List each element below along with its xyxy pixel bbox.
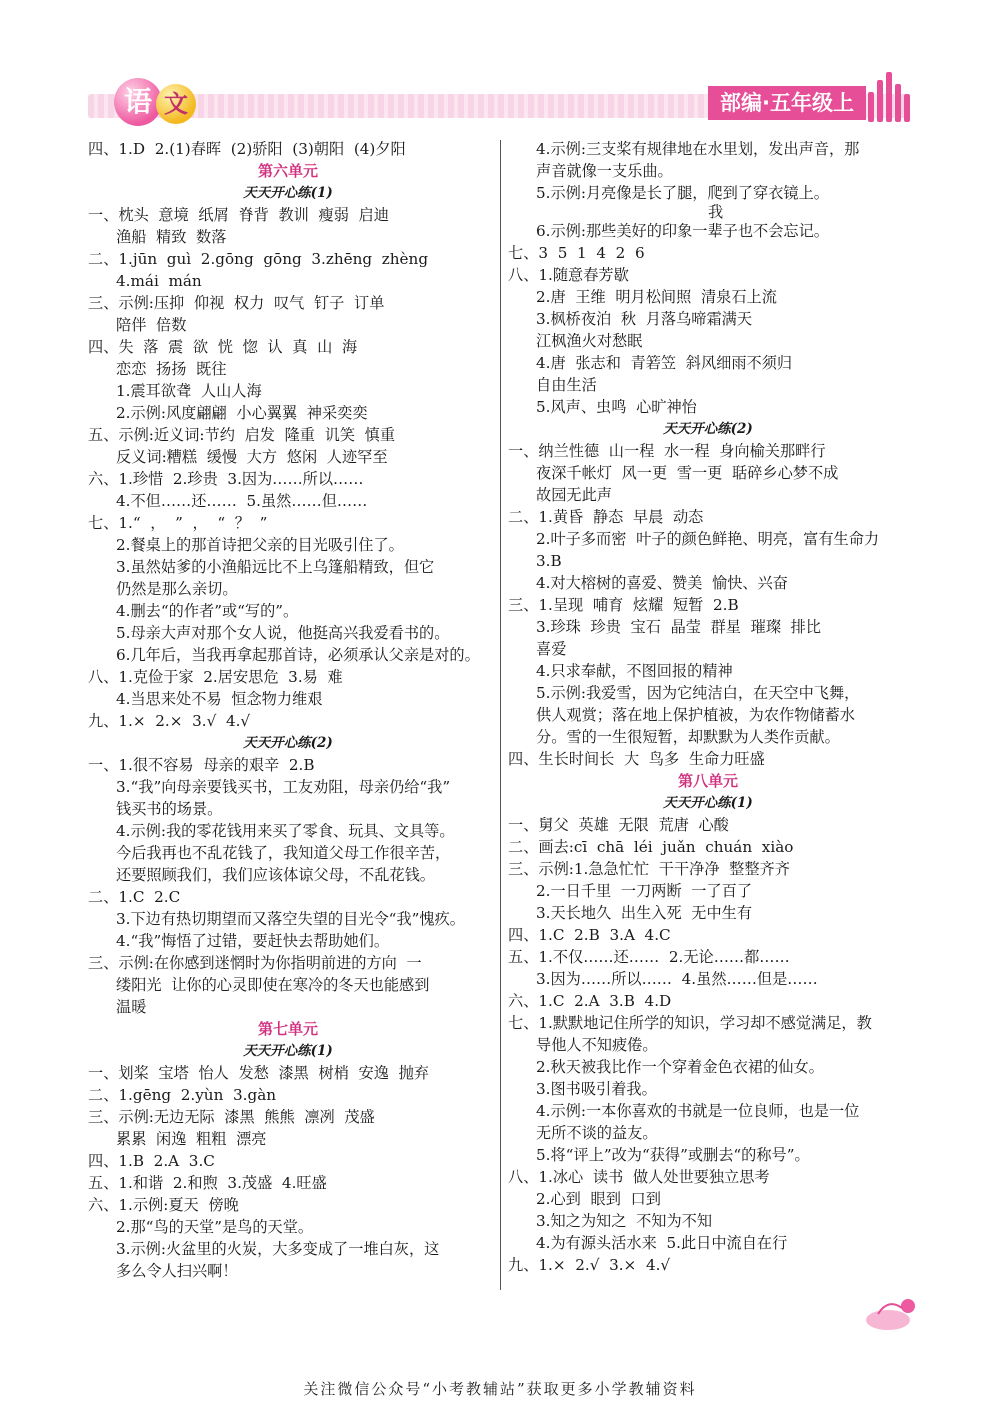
answer-line: 声音就像一支乐曲。	[536, 162, 673, 180]
answer-line: 一、划桨 宝塔 怡人 发愁 漆黑 树梢 安逸 抛弃	[88, 1064, 429, 1082]
answer-line: 4.唐 张志和 青箬笠 斜风细雨不须归	[536, 354, 793, 372]
answer-line: 3.下边有热切期望而又落空失望的目光令“我”愧疚。	[116, 910, 465, 928]
answer-line: 四、1.D 2.(1)春晖 (2)骄阳 (3)朝阳 (4)夕阳	[88, 140, 406, 158]
answer-line: 4.示例:三支桨有规律地在水里划，发出声音，那	[536, 140, 860, 158]
answer-line: 二、1.C 2.C	[88, 888, 181, 906]
answer-line: 一、1.很不容易 母亲的艰辛 2.B	[88, 756, 315, 774]
answer-line: 3.B	[536, 552, 562, 570]
answer-line: 仍然是那么亲切。	[116, 580, 238, 598]
flower-decoration	[858, 1292, 928, 1336]
answer-line: 三、示例:无边无际 漆黑 熊熊 凛冽 茂盛	[88, 1108, 375, 1126]
answer-line: 八、1.冰心 读书 做人处世要独立思考	[508, 1168, 770, 1186]
answer-line: 反义词:糟糕 缓慢 大方 悠闲 人迹罕至	[116, 448, 388, 466]
logo-char-2: 文	[156, 84, 196, 124]
answer-line: 2.示例:风度翩翩 小心翼翼 神采奕奕	[116, 404, 368, 422]
section-subheading: 天天开心练(2)	[663, 421, 753, 437]
answer-line: 还要照顾我们，我们应该体谅父母，不乱花钱。	[116, 866, 435, 884]
answer-line: 6.几年后，当我再拿起那首诗，必须承认父亲是对的。	[116, 646, 480, 664]
answer-line: 八、1.克俭于家 2.居安思危 3.易 难	[88, 668, 343, 686]
answer-line: 5.母亲大声对那个女人说，他挺高兴我爱看书的。	[116, 624, 450, 642]
answer-line: 四、失 落 震 欲 恍 惚 认 真 山 海	[88, 338, 358, 356]
answer-line: 2.秋天被我比作一个穿着金色衣裙的仙女。	[536, 1058, 824, 1076]
answer-line: 三、示例:压抑 仰视 权力 叹气 钉子 订单	[88, 294, 385, 312]
section-subheading: 天天开心练(1)	[663, 795, 753, 811]
answer-line: 累累 闲逸 粗粗 漂亮	[116, 1130, 267, 1148]
unit-heading: 第六单元	[257, 162, 318, 180]
books-decoration	[866, 72, 910, 132]
answer-line: 4.只求奉献，不图回报的精神	[536, 662, 733, 680]
answer-line: 3.示例:火盆里的火炭，大多变成了一堆白灰，这	[116, 1240, 440, 1258]
insertion-mark: 我	[708, 203, 724, 221]
answer-line: 九、1.× 2.× 3.√ 4.√	[88, 712, 251, 730]
answer-line: 分。雪的一生很短暂，却默默为人类作贡献。	[536, 728, 840, 746]
answer-line: 4.删去“的作者”或“写的”。	[116, 602, 299, 620]
answer-column-right	[508, 138, 908, 1276]
answer-line: 喜爱	[536, 640, 567, 658]
answer-line: 温暖	[116, 998, 147, 1016]
answer-line: 六、1.珍惜 2.珍贵 3.因为……所以……	[88, 470, 364, 488]
answer-line: 3.因为……所以…… 4.虽然……但是……	[536, 970, 818, 988]
answer-line: 三、示例:在你感到迷惘时为你指明前进的方向 一	[88, 954, 422, 972]
answer-line: 5.示例:月亮像是长了腿，爬到了穿衣镜上。	[536, 184, 829, 202]
column-divider	[500, 140, 501, 1290]
answer-line: 6.示例:那些美好的印象一辈子也不会忘记。	[536, 222, 829, 240]
answer-line: 3.天长地久 出生入死 无中生有	[536, 904, 753, 922]
unit-heading: 第七单元	[257, 1020, 318, 1038]
answer-line: 4.不但……还…… 5.虽然……但……	[116, 492, 368, 510]
answer-line: 3.知之为知之 不知为不知	[536, 1212, 713, 1230]
answer-line: 2.心到 眼到 口到	[536, 1190, 661, 1208]
answer-line: 六、1.C 2.A 3.B 4.D	[508, 992, 672, 1010]
answer-line: 4.“我”悔悟了过错，要赶快去帮助她们。	[116, 932, 390, 950]
answer-line: 一、枕头 意境 纸屑 脊背 教训 瘦弱 启迪	[88, 206, 389, 224]
answer-line: 3.珍珠 珍贵 宝石 晶莹 群星 璀璨 排比	[536, 618, 822, 636]
answer-line: 3.“我”向母亲要钱买书，工友劝阻，母亲仍给“我”	[116, 778, 451, 796]
answer-line: 八、1.随意春芳歇	[508, 266, 629, 284]
answer-column-left	[88, 138, 488, 1282]
answer-line: 缕阳光 让你的心灵即使在寒冷的冬天也能感到	[116, 976, 430, 994]
answer-line: 渔船 精致 数落	[116, 228, 227, 246]
logo-char-1: 语	[114, 78, 162, 126]
answer-line: 导他人不知疲倦。	[536, 1036, 658, 1054]
footer-note: 关注微信公众号“小考教辅站”获取更多小学教辅资料	[303, 1380, 697, 1398]
answer-line: 2.餐桌上的那首诗把父亲的目光吸引住了。	[116, 536, 404, 554]
answer-line: 4.示例:我的零花钱用来买了零食、玩具、文具等。	[116, 822, 455, 840]
answer-line: 钱买书的场景。	[116, 800, 223, 818]
answer-line: 五、1.不仅……还…… 2.无论……都……	[508, 948, 790, 966]
answer-line: 2.一日千里 一刀两断 一了百了	[536, 882, 753, 900]
answer-line: 夜深千帐灯 风一更 雪一更 聒碎乡心梦不成	[536, 464, 839, 482]
answer-line: 九、1.× 2.√ 3.× 4.√	[508, 1256, 671, 1274]
answer-line: 四、1.C 2.B 3.A 4.C	[508, 926, 671, 944]
answer-line: 二、画去:cī chā léi juǎn chuán xiào	[508, 838, 794, 856]
answer-line: 2.叶子多而密 叶子的颜色鲜艳、明亮，富有生命力	[536, 530, 880, 548]
header-banner	[88, 72, 910, 134]
answer-line: 4.为有源头活水来 5.此日中流自在行	[536, 1234, 788, 1252]
answer-line: 五、1.和谐 2.和煦 3.茂盛 4.旺盛	[88, 1174, 327, 1192]
answer-line: 5.示例:我爱雪，因为它纯洁白，在天空中飞舞，	[536, 684, 860, 702]
answer-line: 4.当思来处不易 恒念物力维艰	[116, 690, 323, 708]
answer-line: 3.图书吸引着我。	[536, 1080, 657, 1098]
answer-line: 五、示例:近义词:节约 启发 隆重 讥笑 慎重	[88, 426, 396, 444]
answer-line: 1.震耳欲聋 人山人海	[116, 382, 262, 400]
section-subheading: 天天开心练(1)	[243, 185, 333, 201]
answer-line: 江枫渔火对愁眠	[536, 332, 643, 350]
answer-line: 一、纳兰性德 山一程 水一程 身向榆关那畔行	[508, 442, 826, 460]
answer-line: 3.枫桥夜泊 秋 月落乌啼霜满天	[536, 310, 753, 328]
answer-line: 二、1.黄昏 静态 早晨 动态	[508, 508, 704, 526]
answer-line: 二、1.gēng 2.yùn 3.gàn	[88, 1086, 277, 1104]
answer-line: 三、示例:1.急急忙忙 干干净净 整整齐齐	[508, 860, 790, 878]
answer-line: 今后我再也不乱花钱了，我知道父母工作很辛苦，	[116, 844, 451, 862]
answer-line: 陪伴 倍数	[116, 316, 187, 334]
answer-line: 5.将“评上”改为“获得”或删去“的称号”。	[536, 1146, 810, 1164]
answer-line: 3.虽然姑爹的小渔船远比不上乌篷船精致，但它	[116, 558, 435, 576]
answer-line: 四、1.B 2.A 3.C	[88, 1152, 215, 1170]
answer-line: 多么令人扫兴啊！	[116, 1262, 238, 1280]
answer-line: 自由生活	[536, 376, 597, 394]
answer-line: 一、舅父 英雄 无限 荒唐 心酸	[508, 816, 729, 834]
answer-line: 六、1.示例:夏天 傍晚	[88, 1196, 239, 1214]
answer-line: 四、生长时间长 大 鸟多 生命力旺盛	[508, 750, 765, 768]
answer-line: 七、1.默默地记住所学的知识，学习却不感觉满足，教	[508, 1014, 872, 1032]
answer-line: 二、1.jūn guì 2.gōng gōng 3.zhēng zhèng	[88, 250, 429, 268]
answer-line: 5.风声、虫鸣 心旷神怡	[536, 398, 697, 416]
unit-heading: 第八单元	[677, 772, 738, 790]
answer-line: 无所不谈的益友。	[536, 1124, 658, 1142]
answer-line: 七、1.“ ， ” ， “ ？ ”	[88, 514, 268, 532]
answer-line: 2.唐 王维 明月松间照 清泉石上流	[536, 288, 777, 306]
section-subheading: 天天开心练(1)	[243, 1043, 333, 1059]
subject-logo	[114, 78, 244, 132]
answer-line: 恋恋 扬扬 既往	[116, 360, 227, 378]
answer-line: 三、1.呈现 哺育 炫耀 短暂 2.B	[508, 596, 739, 614]
answer-line: 故园无此声	[536, 486, 612, 504]
answer-line: 2.那“鸟的天堂”是鸟的天堂。	[116, 1218, 314, 1236]
section-subheading: 天天开心练(2)	[243, 735, 333, 751]
grade-label: 部编·五年级上	[708, 86, 866, 120]
answer-line: 七、3 5 1 4 2 6	[508, 244, 645, 262]
answer-line: 4.对大榕树的喜爱、赞美 愉快、兴奋	[536, 574, 788, 592]
answer-line: 供人观赏；落在地上保护植被，为农作物储蓄水	[536, 706, 855, 724]
answer-line: 4.示例:一本你喜欢的书就是一位良师，也是一位	[536, 1102, 860, 1120]
answer-line: 4.mái mán	[116, 272, 202, 290]
